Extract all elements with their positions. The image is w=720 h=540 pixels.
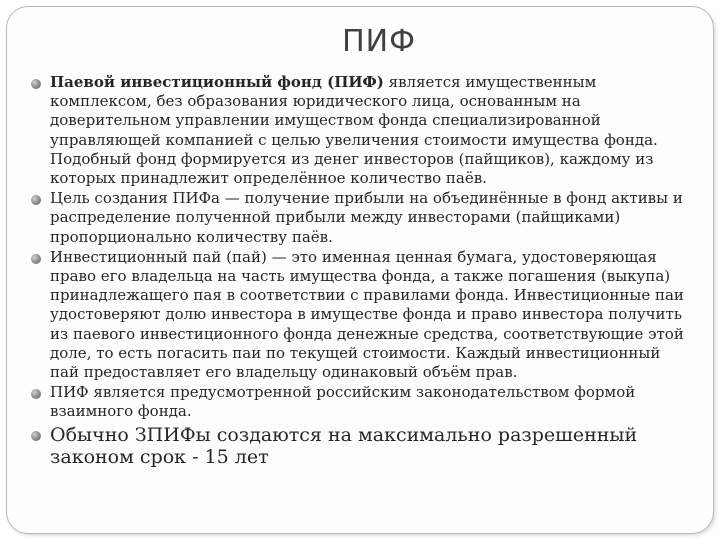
bullet-item	[30, 424, 690, 469]
bullet-item	[30, 73, 690, 188]
bullet-icon	[31, 431, 41, 441]
bullet-text: является имущественным комплексом, без образования юридического лица, основанным на доверительном управлении имуществом фонда специализированной управляющей компанией с целью увеличения стоимости имущества фонда. Подобный фонд формируется из денег инвесторов (пайщиков), каждому из которых принадлежит определённое количество паёв.	[50, 73, 658, 188]
bullet-item	[30, 248, 690, 382]
bullet-list	[30, 73, 690, 470]
slide-title	[0, 24, 720, 59]
bullet-icon	[31, 195, 41, 205]
bullet-item	[30, 383, 690, 421]
bullet-icon	[31, 254, 41, 264]
bullet-icon	[31, 79, 41, 89]
bullet-text: Обычно ЗПИФы создаются на максимально разрешенный законом срок - 15 лет	[50, 423, 638, 469]
bullet-item	[30, 189, 690, 247]
bullet-text: Инвестиционный пай (пай) — это именная ценная бумага, удостоверяющая право его владельца на часть имущества фонда, а также погашения (выкупа) принадлежащего пая в соответствии с правилами фонда. Инвестиционные паи удостоверяют долю инвестора в имуществе фонда и право инвестора получить из паевого инвестиционного фонда денежные средства, соответствующие этой доле, то есть погасить паи по текущей стоимости. Каждый инвестиционный пай предоставляет его владельцу одинаковый объём прав.	[50, 247, 684, 382]
bullet-text: ПИФ является предусмотренной российским законодательством формой взаимного фонда.	[50, 383, 636, 421]
bullet-text: Цель создания ПИФа — получение прибыли на объединённые в фонд активы и распределение полученной прибыли между инвесторами (пайщиками) пропорционально количеству паёв.	[50, 189, 683, 246]
bullet-icon	[31, 389, 41, 399]
slide-title-text: ПИФ	[342, 24, 416, 59]
bullet-lead-term: Паевой инвестиционный фонд (ПИФ)	[50, 73, 384, 91]
